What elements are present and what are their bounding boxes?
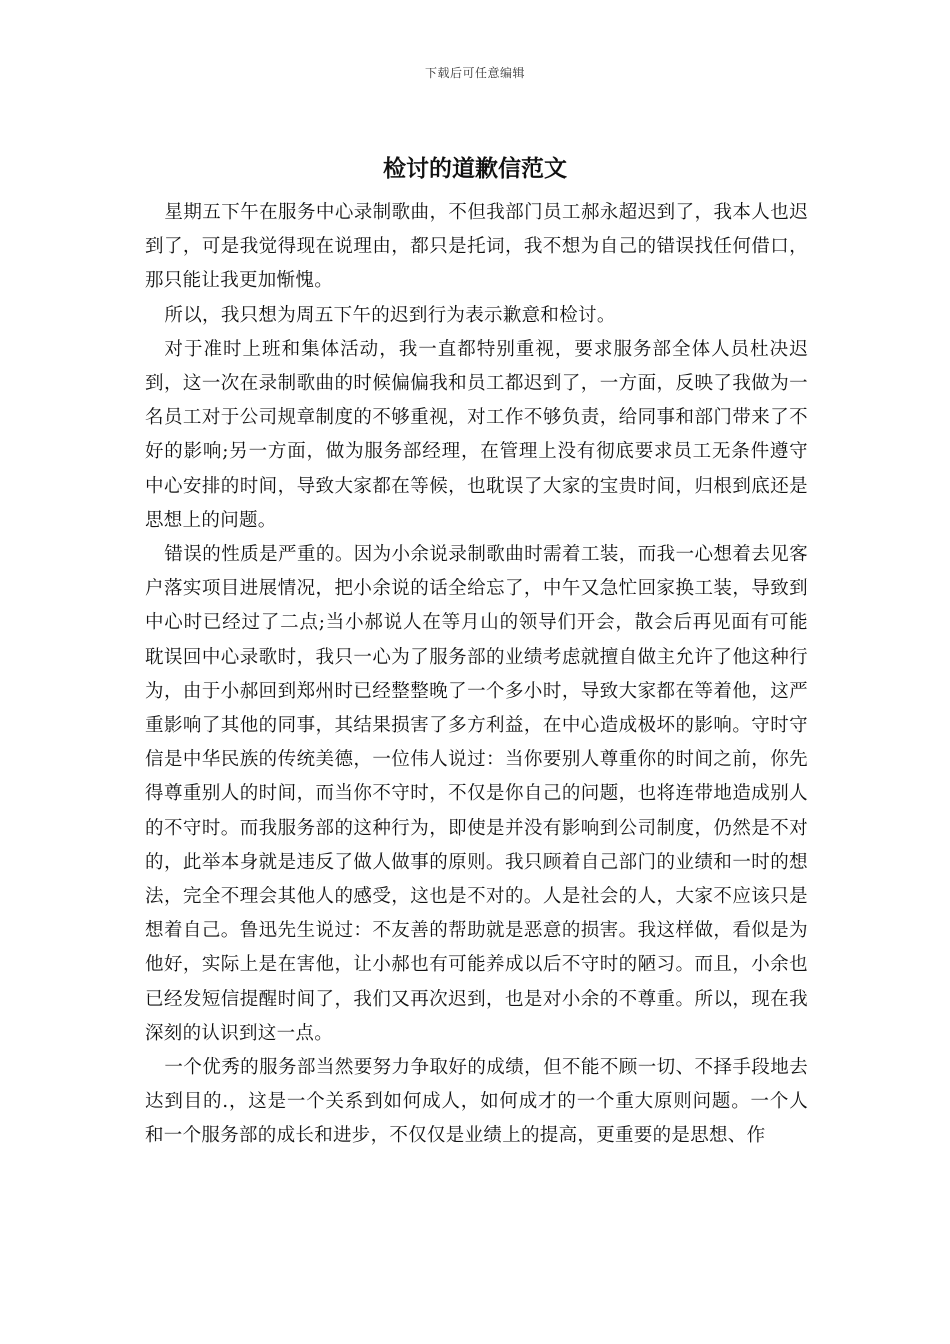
paragraph: 错误的性质是严重的。因为小余说录制歌曲时需着工装，而我一心想着去见客户落实项目进展情况，把小余说的话全给忘了，中午又急忙回家换工装，导致到中心时已经过了二点;当小郝说人在等月山的领导们开会，散会后再见面有可能耽误回中心录歌时，我只一心为了服务部的业绩考虑就擅自做主允许了他这种行为，由于小郝回到郑州时已经整整晚了一个多小时，导致大家都在等着他，这严重影响了其他的同事，其结果损害了多方利益，在中心造成极坏的影响。守时守信是中华民族的传统美德，一位伟人说过：当你要别人尊重你的时间之前，你先得尊重别人的时间，而当你不守时，不仅是你自己的问题，也将连带地造成别人的不守时。而我服务部的这种行为，即使是并没有影响到公司制度，仍然是不对的，此举本身就是违反了做人做事的原则。我只顾着自己部门的业绩和一时的想法，完全不理会其他人的感受，这也是不对的。人是社会的人，大家不应该只是想着自己。鲁迅先生说过：不友善的帮助就是恶意的损害。我这样做，看似是为他好，实际上是在害他，让小郝也有可能养成以后不守时的陋习。而且，小余也已经发短信提醒时间了，我们又再次迟到，也是对小余的不尊重。所以，现在我深刻的认识到这一点。: [145, 544, 808, 1044]
document-body: [145, 196, 808, 1154]
document-title: 检讨的道歉信范文: [383, 155, 567, 182]
paragraph: 对于准时上班和集体活动，我一直都特别重视，要求服务部全体人员杜决迟到，这一次在录制歌曲的时候偏偏我和员工都迟到了，一方面，反映了我做为一名员工对于公司规章制度的不够重视，对工作不够负责，给同事和部门带来了不好的影响;另一方面，做为服务部经理，在管理上没有彻底要求员工无条件遵守中心安排的时间，导致大家都在等候，也耽误了大家的宝贵时间，归根到底还是思想上的问题。: [145, 338, 808, 531]
paragraph: 所以，我只想为周五下午的迟到行为表示歉意和检讨。: [164, 304, 616, 326]
header-note: 下载后可任意编辑: [424, 66, 525, 80]
paragraph: 星期五下午在服务中心录制歌曲，不但我部门员工郝永超迟到了，我本人也迟到了，可是我觉得现在说理由，都只是托词，我不想为自己的错误找任何借口，那只能让我更加惭愧。: [145, 202, 808, 292]
paragraph: 一个优秀的服务部当然要努力争取好的成绩，但不能不顾一切、不择手段地去达到目的.，这是一个关系到如何成人，如何成才的一个重大原则问题。一个人和一个服务部的成长和进步，不仅仅是业绩上的提高，更重要的是思想、作: [145, 1057, 808, 1147]
